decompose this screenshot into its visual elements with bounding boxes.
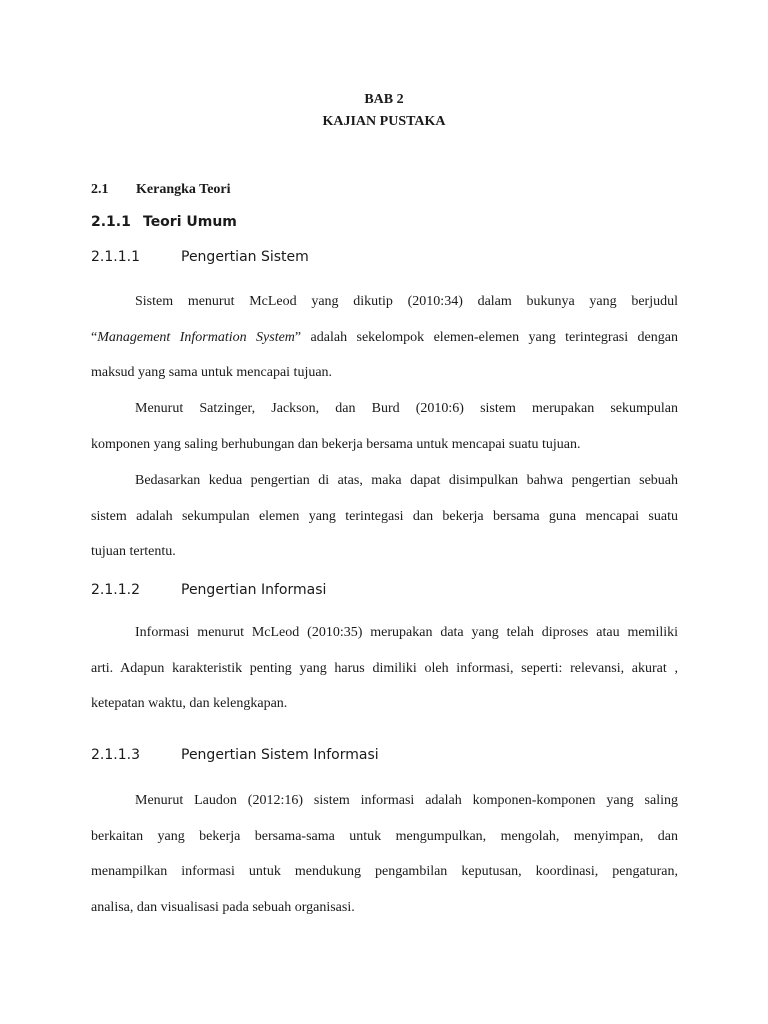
- paragraph-sistem-informasi: [91, 783, 678, 925]
- paragraph-line-with-italic: “Management Information System” adalah sekelompok elemen-elemen yang terintegrasi dengan: [91, 329, 678, 345]
- paragraph-line: menampilkan informasi untuk mendukung pengambilan keputusan, koordinasi, pengaturan,: [91, 864, 678, 879]
- paragraph-informasi: [91, 615, 678, 722]
- subsubsection-number: 2.1.1.2: [91, 582, 140, 598]
- subsection-heading: [91, 214, 237, 230]
- subsubsection-title: Pengertian Sistem: [181, 249, 309, 265]
- chapter-title: KAJIAN PUSTAKA: [322, 114, 446, 129]
- italic-title: Management Information System: [97, 329, 295, 345]
- section-number: 2.1: [91, 182, 109, 197]
- paragraph-sistem-kesimpulan: [91, 463, 678, 570]
- subsubsection-heading-1: [91, 249, 309, 265]
- subsubsection-number: 2.1.1.1: [91, 249, 140, 265]
- paragraph-line: analisa, dan visualisasi pada sebuah organisasi.: [91, 899, 355, 915]
- paragraph-line: Sistem menurut McLeod yang dikutip (2010:34) dalam bukunya yang berjudul: [135, 294, 678, 309]
- paragraph-line: berkaitan yang bekerja bersama-sama untuk mengumpulkan, mengolah, menyimpan, dan: [91, 828, 678, 844]
- paragraph-sistem-satzinger: [91, 391, 678, 462]
- subsection-number: 2.1.1: [91, 214, 131, 230]
- paragraph-line: Menurut Laudon (2012:16) sistem informasi adalah komponen-komponen yang saling: [135, 793, 678, 808]
- subsubsection-title: Pengertian Informasi: [181, 582, 327, 598]
- section-heading: [91, 182, 231, 198]
- paragraph-line: Bedasarkan kedua pengertian di atas, maka dapat disimpulkan bahwa pengertian sebuah: [135, 473, 678, 488]
- subsubsection-heading-3: [91, 747, 379, 763]
- paragraph-line: komponen yang saling berhubungan dan bekerja bersama untuk mencapai suatu tujuan.: [91, 436, 581, 452]
- paragraph-line: arti. Adapun karakteristik penting yang harus dimiliki oleh informasi, seperti: relevansi, akurat ,: [91, 660, 678, 676]
- paragraph-line: maksud yang sama untuk mencapai tujuan.: [91, 365, 333, 380]
- paragraph-line: Menurut Satzinger, Jackson, dan Burd (2010:6) sistem merupakan sekumpulan: [135, 401, 678, 416]
- subsection-title: Teori Umum: [143, 214, 237, 230]
- paragraph-line: Informasi menurut McLeod (2010:35) merupakan data yang telah diproses atau memiliki: [135, 625, 678, 640]
- chapter-label: BAB 2: [364, 92, 404, 107]
- section-title: Kerangka Teori: [136, 182, 231, 197]
- paragraph-line: sistem adalah sekumpulan elemen yang terintegasi dan bekerja bersama guna mencapai suatu: [91, 508, 678, 524]
- subsubsection-title: Pengertian Sistem Informasi: [181, 747, 379, 763]
- paragraph-sistem-mcleod: [91, 284, 678, 391]
- subsubsection-number: 2.1.1.3: [91, 747, 140, 763]
- paragraph-line: ketepatan waktu, dan kelengkapan.: [91, 696, 288, 711]
- subsubsection-heading-2: [91, 582, 326, 598]
- paragraph-line: tujuan tertentu.: [91, 544, 176, 559]
